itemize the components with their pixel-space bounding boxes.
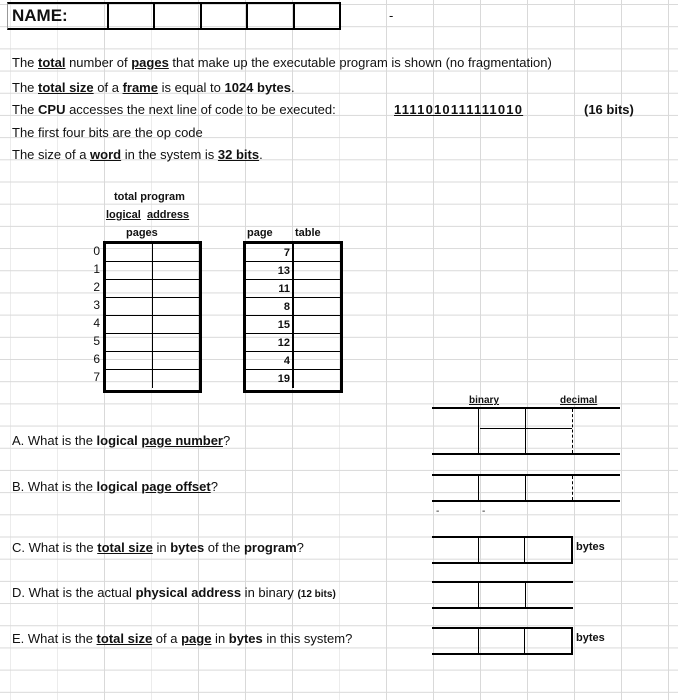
answer-c-unit: bytes — [576, 541, 605, 553]
answer-b-box[interactable] — [432, 474, 620, 502]
stray-mark: - — [389, 8, 394, 23]
answer-d-cell[interactable] — [432, 583, 479, 607]
answer-b-cell[interactable] — [479, 476, 526, 500]
table-row — [246, 262, 340, 280]
table-row — [106, 244, 199, 262]
question-d: D. What is the actual physical address in binary (12 bits) — [12, 585, 336, 600]
table-row — [246, 316, 340, 334]
answer-a-decimal[interactable] — [573, 409, 619, 453]
answer-c-cell[interactable] — [432, 538, 479, 562]
intro-line-4: The first four bits are the op code — [12, 125, 203, 140]
answer-a-cell[interactable] — [526, 409, 573, 453]
frame-number: 7 — [246, 244, 294, 261]
table-row — [106, 298, 199, 316]
frame-number: 11 — [246, 280, 294, 297]
table-row — [106, 262, 199, 280]
answer-d-cell[interactable] — [526, 583, 572, 607]
question-b: B. What is the logical page offset? — [12, 479, 218, 494]
table-row — [246, 352, 340, 370]
name-cell[interactable] — [295, 4, 339, 28]
intro-line-5: The size of a word in the system is 32 bits. — [12, 147, 263, 162]
name-cell[interactable] — [155, 4, 201, 28]
page-table-label-table: table — [295, 227, 321, 239]
answer-e-cell[interactable] — [525, 629, 573, 653]
answer-b-decimal[interactable] — [573, 476, 619, 500]
page-index: 4 — [93, 316, 100, 330]
name-label: NAME: — [8, 4, 109, 28]
table-row — [106, 352, 199, 370]
intro-line-1: The total number of pages that make up the executable program is shown (no fragmentation) — [12, 55, 552, 70]
answer-d-box[interactable] — [432, 581, 573, 609]
answer-b-cell[interactable] — [526, 476, 573, 500]
name-box — [7, 2, 341, 30]
table-row — [246, 370, 340, 388]
frame-number: 19 — [246, 370, 294, 388]
table-row — [246, 244, 340, 262]
answer-a-divider — [480, 428, 572, 429]
name-cell[interactable] — [202, 4, 248, 28]
name-cell[interactable] — [109, 4, 155, 28]
table-row — [106, 316, 199, 334]
intro-line-2: The total size of a frame is equal to 1024 bytes. — [12, 80, 295, 95]
answer-e-cell[interactable] — [432, 629, 479, 653]
table-row — [106, 370, 199, 388]
table-row — [106, 334, 199, 352]
page-index: 6 — [93, 352, 100, 366]
frame-number: 8 — [246, 298, 294, 315]
answer-a-box[interactable] — [432, 407, 620, 455]
table-row — [246, 298, 340, 316]
frame-number: 4 — [246, 352, 294, 369]
answer-b-cell[interactable] — [432, 476, 479, 500]
page-index: 1 — [93, 262, 100, 276]
answer-d-cell[interactable] — [479, 583, 526, 607]
answer-c-box[interactable] — [432, 536, 573, 564]
program-subtitle: logical address — [106, 209, 190, 221]
answer-c-cell[interactable] — [525, 538, 573, 562]
program-pages-label: pages — [126, 227, 158, 239]
page-index: 7 — [93, 370, 100, 384]
program-title: total program — [114, 191, 185, 203]
answer-e-cell[interactable] — [479, 629, 526, 653]
frame-number: 15 — [246, 316, 294, 333]
frame-number: 13 — [246, 262, 294, 279]
stray-mark: - — [436, 506, 440, 517]
instruction-bits: 1111010111111010 — [394, 102, 524, 117]
table-row — [246, 280, 340, 298]
program-pages-table — [103, 241, 202, 393]
binary-column-header: binary — [469, 395, 500, 406]
page-index: 3 — [93, 298, 100, 312]
table-row — [246, 334, 340, 352]
page-index: 0 — [93, 244, 100, 258]
stray-mark: - — [482, 506, 486, 517]
bits-label: (16 bits) — [584, 102, 634, 117]
answer-a-cell[interactable] — [479, 409, 526, 453]
decimal-column-header: decimal — [560, 395, 598, 406]
intro-line-3: The CPU accesses the next line of code to be executed: — [12, 102, 336, 117]
question-e: E. What is the total size of a page in bytes in this system? — [12, 631, 353, 646]
answer-e-box[interactable] — [432, 627, 573, 655]
answer-e-unit: bytes — [576, 632, 605, 644]
name-cell[interactable] — [248, 4, 294, 28]
page-index: 2 — [93, 280, 100, 294]
table-row — [106, 280, 199, 298]
page-table-label-page: page — [247, 227, 273, 239]
answer-c-cell[interactable] — [479, 538, 526, 562]
page-table — [243, 241, 343, 393]
page-index: 5 — [93, 334, 100, 348]
question-a: A. What is the logical page number? — [12, 433, 231, 448]
frame-number: 12 — [246, 334, 294, 351]
answer-a-cell[interactable] — [432, 409, 479, 453]
question-c: C. What is the total size in bytes of the program? — [12, 540, 304, 555]
